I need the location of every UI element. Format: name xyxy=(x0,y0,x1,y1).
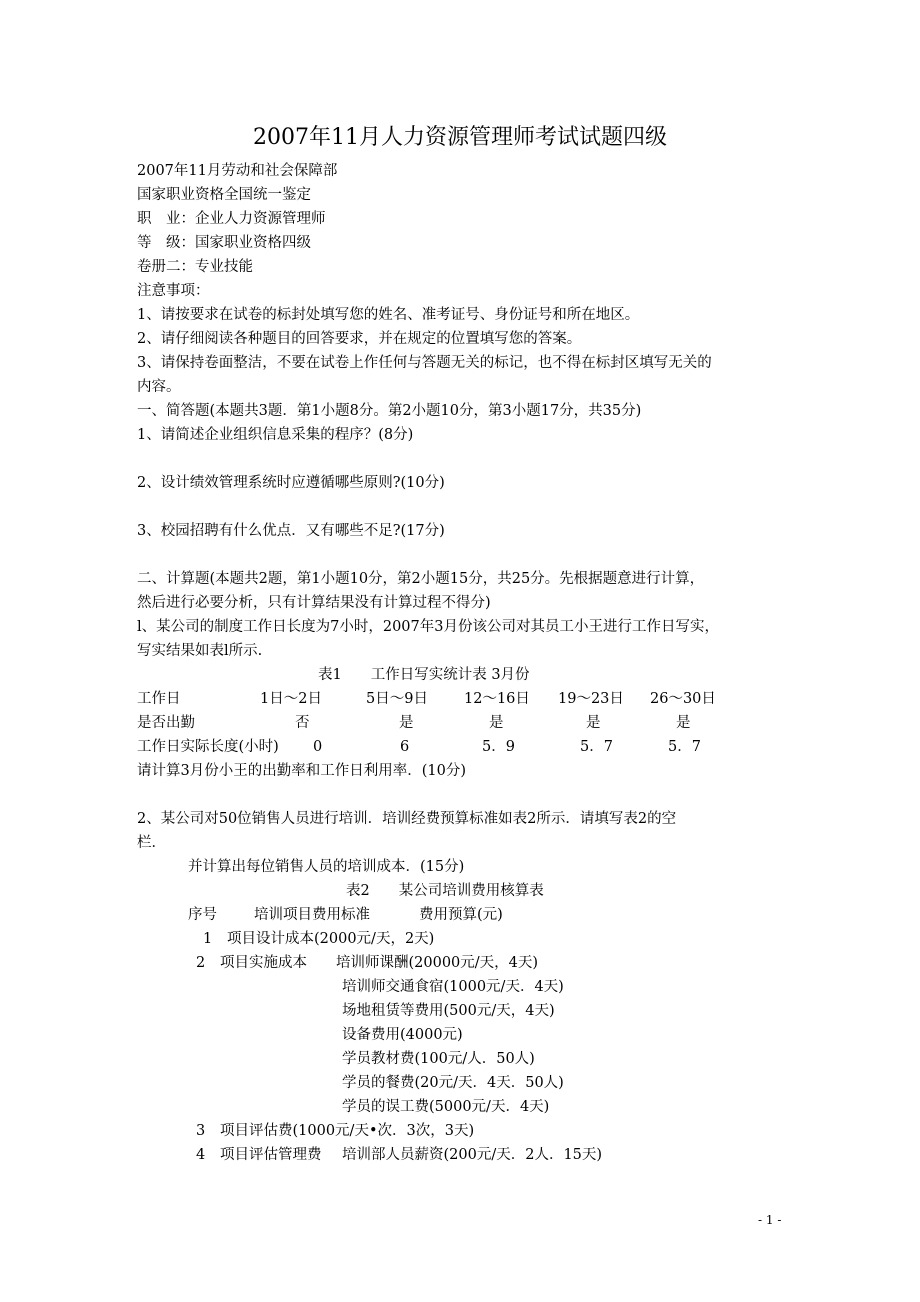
table-cell: 学员教材费(100元/人．50人) xyxy=(342,1051,535,1067)
section-heading: 二、计算题(本题共2题，第1小题10分，第2小题15分，共25分。先根据题意进行计算， xyxy=(137,571,705,587)
table-cell: 学员的误工费(5000元/天．4天) xyxy=(342,1099,550,1115)
question: 3、校园招聘有什么优点．又有哪些不足?(17分) xyxy=(137,523,445,539)
table-cell: 是 xyxy=(399,715,414,731)
header-line: 职 业：企业人力资源管理师 xyxy=(137,211,326,227)
table-cell: 项目实施成本 xyxy=(220,955,307,971)
question: 并计算出每位销售人员的培训成本．(15分) xyxy=(188,859,465,875)
table-cell: 学员的餐费(20元/天．4天．50人) xyxy=(342,1075,564,1091)
table-cell: 12～16日 xyxy=(464,691,530,707)
table-header-cell: 培训项目费用标准 xyxy=(254,907,370,923)
table-cell: 是否出勤 xyxy=(137,715,195,731)
page-title: 2007年11月人力资源管理师考试试题四级 xyxy=(253,125,667,150)
question: 栏． xyxy=(137,835,166,851)
table-cell: 工作日实际长度(小时) xyxy=(137,739,279,755)
table-cell: 19～23日 xyxy=(558,691,624,707)
table-cell: 设备费用(4000元) xyxy=(342,1027,463,1043)
table-cell: 5日～9日 xyxy=(366,691,428,707)
table-cell: 培训师课酬(20000元/天，4天) xyxy=(336,955,539,971)
table-cell: 5．9 xyxy=(482,739,515,755)
note-item: 1、请按要求在试卷的标封处填写您的姓名、准考证号、身份证号和所在地区。 xyxy=(137,307,640,323)
table-cell: 2 xyxy=(196,955,206,971)
table-cell: 工作日 xyxy=(137,691,181,707)
table-cell: 0 xyxy=(313,739,323,755)
note-item: 内容。 xyxy=(137,379,181,395)
table-cell: 培训师交通食宿(1000元/天．4天) xyxy=(342,979,564,995)
question: 写实结果如表l所示. xyxy=(137,643,263,659)
question: 请计算3月份小王的出勤率和工作日利用率．(10分) xyxy=(137,763,466,779)
table-cell: 5．7 xyxy=(668,739,701,755)
table-header-cell: 费用预算(元) xyxy=(419,907,503,923)
table-cell: 是 xyxy=(586,715,601,731)
table-cell: 否 xyxy=(295,715,310,731)
header-line: 卷册二：专业技能 xyxy=(137,259,253,275)
table-cell: 培训部人员薪资(200元/天．2人．15天) xyxy=(342,1147,603,1163)
table-cell: 3 xyxy=(196,1123,206,1139)
table-cell: 4 xyxy=(196,1147,206,1163)
header-line: 注意事项： xyxy=(137,283,210,299)
table-cell: 是 xyxy=(489,715,504,731)
table-cell: 是 xyxy=(676,715,691,731)
table-cell: 项目评估管理费 xyxy=(220,1147,322,1163)
header-line: 2007年11月劳动和社会保障部 xyxy=(137,163,338,179)
note-item: 2、请仔细阅读各种题目的回答要求，并在规定的位置填写您的答案。 xyxy=(137,331,582,347)
section-heading: 然后进行必要分析，只有计算结果没有计算过程不得分) xyxy=(137,595,491,611)
question: 2、设计绩效管理系统时应遵循哪些原则?(10分) xyxy=(137,475,445,491)
question: 2、某公司对50位销售人员进行培训．培训经费预算标准如表2所示．请填写表2的空 xyxy=(137,811,677,827)
header-line: 等 级：国家职业资格四级 xyxy=(137,235,311,251)
table-cell: 1日～2日 xyxy=(260,691,322,707)
table-cell: 项目设计成本(2000元/天，2天) xyxy=(227,931,435,947)
table-caption: 表1 工作日写实统计表 3月份 xyxy=(318,667,530,683)
table-cell: 6 xyxy=(400,739,410,755)
table-cell: 5．7 xyxy=(580,739,613,755)
table-cell: 1 xyxy=(203,931,213,947)
table-cell: 26～30日 xyxy=(650,691,716,707)
question: 1、请简述企业组织信息采集的程序？(8分) xyxy=(137,427,414,443)
table-cell: 场地租赁等费用(500元/天，4天) xyxy=(342,1003,555,1019)
table-cell: 项目评估费(1000元/天•次．3次，3天) xyxy=(220,1123,475,1139)
page-number: - 1 - xyxy=(758,1213,782,1227)
table-caption: 表2 某公司培训费用核算表 xyxy=(346,883,544,899)
question: l、某公司的制度工作日长度为7小时，2007年3月份该公司对其员工小王进行工作日写实， xyxy=(137,619,719,635)
table-header-cell: 序号 xyxy=(188,907,217,923)
section-heading: 一、简答题(本题共3题．第1小题8分。第2小题10分，第3小题17分，共35分) xyxy=(137,403,642,419)
note-item: 3、请保持卷面整洁，不要在试卷上作任何与答题无关的标记，也不得在标封区填写无关的 xyxy=(137,355,712,371)
header-line: 国家职业资格全国统一鉴定 xyxy=(137,187,311,203)
